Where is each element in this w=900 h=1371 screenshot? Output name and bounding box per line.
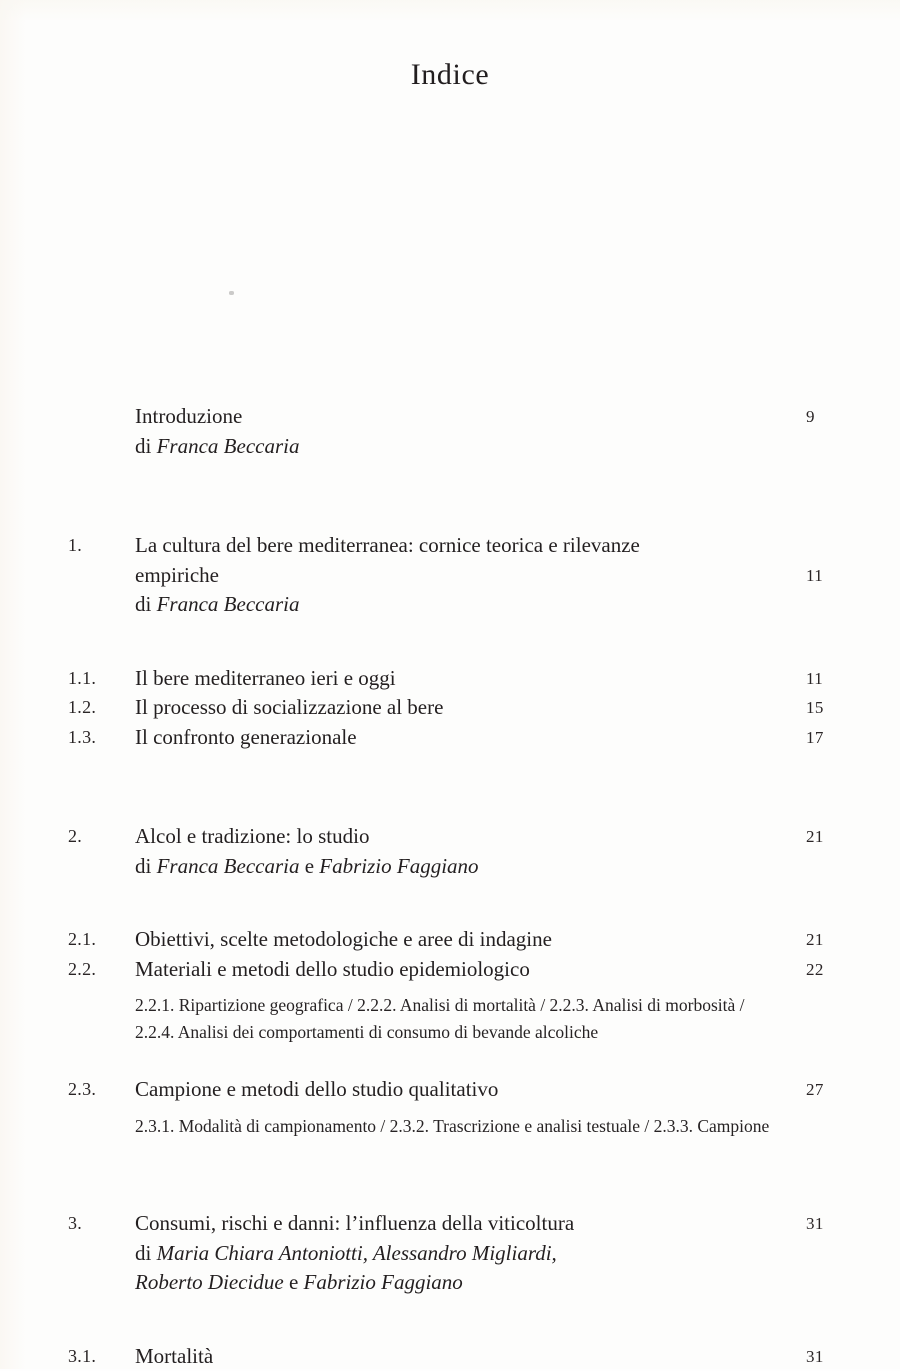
toc-entry-page-number: 22: [806, 955, 824, 985]
table-of-contents: [0, 402, 900, 1371]
toc-entry-title-block: [135, 822, 765, 881]
byline-prefix: di: [135, 1241, 157, 1265]
toc-entry-title-line-1: La cultura del bere mediterranea: cornice teorica e rilevanze: [135, 531, 765, 561]
toc-entry-byline: [135, 432, 765, 462]
toc-entry-sec-2-2[interactable]: [0, 955, 900, 1046]
toc-row: [0, 1075, 900, 1105]
toc-entry-page-number: 17: [806, 723, 824, 753]
spacer: [0, 620, 900, 664]
toc-row: [0, 531, 900, 620]
toc-entry-cap-1[interactable]: [0, 531, 900, 620]
toc-entry-title-block: [135, 664, 765, 694]
toc-entry-page-number: 9: [806, 402, 815, 432]
toc-entry-byline: [135, 590, 765, 620]
toc-entry-title-block: [135, 723, 765, 753]
toc-entry-title-block: [135, 1209, 765, 1298]
byline-author-1: Franca Beccaria: [157, 854, 300, 878]
toc-entry-sec-1-3[interactable]: [0, 723, 900, 753]
page-title: Indice: [0, 58, 900, 91]
toc-entry-sec-1-2[interactable]: [0, 693, 900, 723]
spacer: [0, 752, 900, 822]
spacer: [0, 1139, 900, 1209]
toc-entry-page-number: 11: [806, 561, 823, 591]
toc-entry-number: 3.1.: [68, 1342, 135, 1371]
toc-row: [0, 723, 900, 753]
toc-entry-title-block: [135, 1075, 765, 1105]
toc-entry-title-block: [135, 1342, 765, 1371]
toc-row: [0, 1209, 900, 1298]
toc-entry-cap-2[interactable]: [0, 822, 900, 881]
byline-prefix: di: [135, 434, 157, 458]
toc-entry-number: 2.3.: [68, 1075, 135, 1105]
spacer: [0, 1105, 900, 1113]
toc-entry-number: 3.: [68, 1209, 135, 1239]
toc-entry-title: Il confronto generazionale: [135, 723, 765, 753]
spacer: [0, 461, 900, 531]
toc-entry-byline-line-2: [135, 1268, 765, 1298]
toc-entry-title-line-2: empiriche: [135, 561, 765, 591]
toc-row: [0, 693, 900, 723]
toc-row: [0, 955, 900, 985]
toc-entry-number: 1.2.: [68, 693, 135, 723]
spacer: [0, 1298, 900, 1342]
byline-conjunction: e: [299, 854, 319, 878]
scan-artifact-speck: [229, 291, 234, 295]
toc-entry-cap-3[interactable]: [0, 1209, 900, 1298]
toc-entry-title: Campione e metodi dello studio qualitativo: [135, 1075, 765, 1105]
toc-entry-sec-2-3[interactable]: [0, 1075, 900, 1139]
toc-entry-title: Consumi, rischi e danni: l’influenza della viticoltura: [135, 1209, 765, 1239]
toc-entry-sec-3-1[interactable]: [0, 1342, 900, 1371]
toc-entry-sec-2-1[interactable]: [0, 925, 900, 955]
byline-prefix: di: [135, 592, 157, 616]
toc-entry-title-block: [135, 531, 765, 620]
toc-entry-page-number: 21: [806, 822, 824, 852]
toc-row: [0, 402, 900, 461]
toc-entry-number: 2.1.: [68, 925, 135, 955]
toc-entry-page-number: 21: [806, 925, 824, 955]
byline-authors-line-1: Maria Chiara Antoniotti, Alessandro Migliardi,: [157, 1241, 557, 1265]
byline-author-3: Roberto Diecidue: [135, 1270, 284, 1294]
toc-entry-title: Alcol e tradizione: lo studio: [135, 822, 765, 852]
toc-entry-title: Materiali e metodi dello studio epidemiologico: [135, 955, 765, 985]
toc-entry-number: 2.2.: [68, 955, 135, 985]
toc-row: [0, 1342, 900, 1371]
toc-entry-title: Mortalità: [135, 1342, 765, 1371]
toc-row: [0, 925, 900, 955]
toc-entry-byline: [135, 852, 765, 882]
toc-entry-title-block: [135, 402, 765, 461]
toc-entry-title: Il bere mediterraneo ieri e oggi: [135, 664, 765, 694]
toc-entry-title-block: [135, 955, 765, 985]
toc-entry-number: 2.: [68, 822, 135, 852]
toc-entry-page-number: 15: [806, 693, 824, 723]
toc-subitems-paragraph: 2.3.1. Modalità di campionamento / 2.3.2. Trascrizione e analisi testuale / 2.3.3. Campione: [135, 1113, 780, 1140]
byline-author-2: Fabrizio Faggiano: [319, 854, 478, 878]
toc-entry-number: 1.: [68, 531, 135, 561]
spacer: [0, 1045, 900, 1075]
toc-entry-sec-1-1[interactable]: [0, 664, 900, 694]
byline-authors: Franca Beccaria: [157, 434, 300, 458]
toc-entry-number: 1.3.: [68, 723, 135, 753]
spacer: [0, 881, 900, 925]
toc-row: [0, 664, 900, 694]
toc-entry-page-number: 27: [806, 1075, 824, 1105]
byline-authors: Franca Beccaria: [157, 592, 300, 616]
toc-row: [0, 822, 900, 881]
spacer: [0, 984, 900, 992]
byline-author-4: Fabrizio Faggiano: [304, 1270, 463, 1294]
toc-entry-byline-line-1: [135, 1239, 765, 1269]
toc-entry-title: Il processo di socializzazione al bere: [135, 693, 765, 723]
byline-prefix: di: [135, 854, 157, 878]
toc-entry-introduzione[interactable]: [0, 402, 900, 461]
toc-entry-number: 1.1.: [68, 664, 135, 694]
toc-subitems-paragraph: 2.2.1. Ripartizione geografica / 2.2.2. Analisi di mortalità / 2.2.3. Analisi di morbosità / 2.2.4. Analisi dei comportamenti di consumo di bevande alcoliche: [135, 992, 780, 1045]
toc-entry-title: Introduzione: [135, 402, 765, 432]
byline-conjunction: e: [284, 1270, 304, 1294]
toc-entry-title-block: [135, 693, 765, 723]
toc-entry-page-number: 31: [806, 1209, 824, 1239]
scan-edge-shading-top: [0, 0, 900, 22]
toc-entry-title-block: [135, 925, 765, 955]
toc-entry-title: Obiettivi, scelte metodologiche e aree di indagine: [135, 925, 765, 955]
toc-entry-page-number: 31: [806, 1342, 824, 1371]
toc-entry-page-number: 11: [806, 664, 823, 694]
